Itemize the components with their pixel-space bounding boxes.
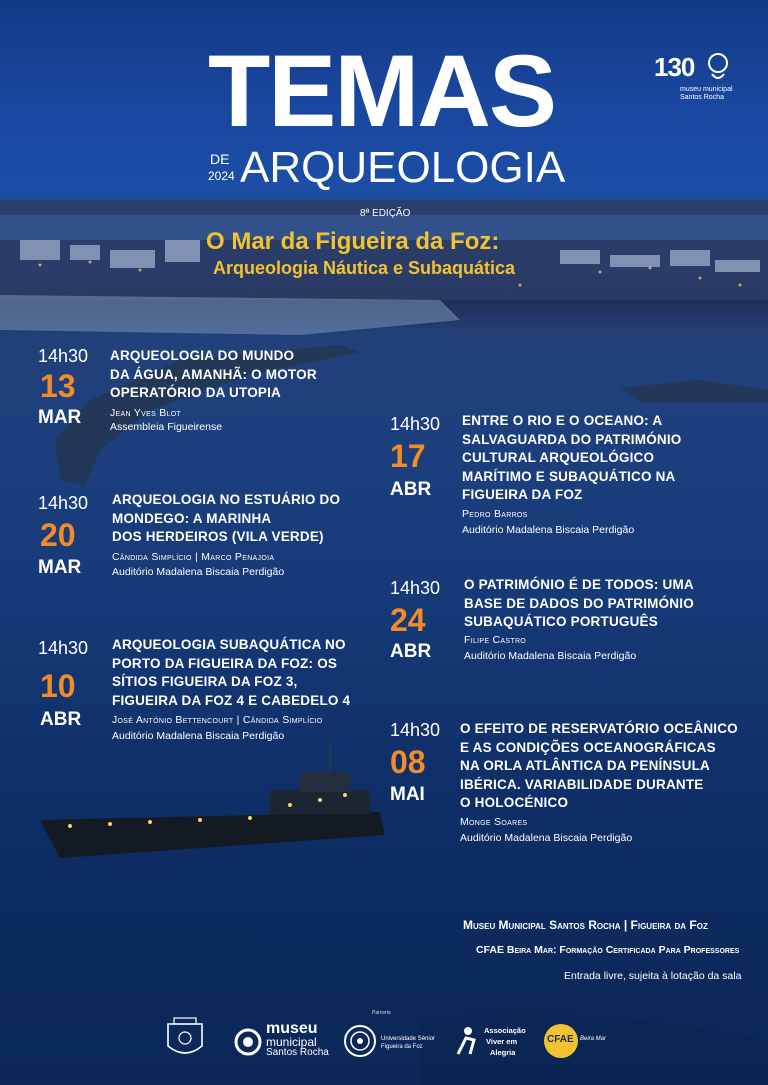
partners-label: Parceria [372, 1010, 391, 1016]
event-day: 10 [40, 668, 76, 704]
event-title-line: FIGUEIRA DA FOZ 4 E CABEDELO 4 [112, 692, 351, 708]
event-item [390, 414, 750, 544]
footer-entry-note: Entrada livre, sujeita à lotação da sala [564, 970, 742, 982]
event-time: 14h30 [38, 493, 89, 513]
event-day: 20 [40, 517, 76, 553]
event-title [460, 720, 738, 813]
event-speaker: Monge Soares [460, 816, 528, 828]
event-month: MAR [38, 557, 82, 578]
anniversary-badge [654, 52, 734, 112]
event-speaker: Jean Yves Blot [110, 407, 182, 419]
event-title-line: CULTURAL ARQUEOLÓGICO [462, 450, 655, 465]
event-title-line: DA ÁGUA, AMANHÃ: O MOTOR [110, 366, 317, 382]
event-day: 17 [390, 438, 426, 474]
event-title-line: O EFEITO DE RESERVATÓRIO OCEÂNICO [460, 721, 738, 736]
event-title-line: ARQUEOLOGIA DO MUNDO [110, 348, 295, 363]
event-month: ABR [390, 479, 432, 500]
event-item [38, 638, 378, 748]
edition-label: 8ª EDIÇÃO [360, 208, 411, 219]
event-venue: Auditório Madalena Biscaia Perdigão [464, 650, 637, 662]
ship-illustration [40, 740, 385, 858]
event-title-line: O PATRIMÓNIO É DE TODOS: UMA [464, 577, 694, 592]
event-title-line: SUBAQUÁTICO PORTUGUÊS [464, 614, 658, 629]
event-title [462, 412, 682, 505]
event-title-line: DOS HERDEIROS (VILA VERDE) [112, 529, 324, 544]
event-time: 14h30 [390, 414, 441, 434]
title-year: 2024 [208, 169, 235, 183]
event-speaker: Filipe Castro [464, 634, 527, 646]
cfae-text: CFAE [547, 1034, 574, 1045]
footer-museum: Museu Municipal Santos Rocha | Figueira da Foz [463, 918, 708, 932]
universidade-logo [343, 1024, 443, 1060]
event-venue: Auditório Madalena Biscaia Perdigão [462, 524, 635, 536]
event-time: 14h30 [38, 638, 89, 658]
museu-logo-line3: Santos Rocha [266, 1047, 329, 1058]
museu-spiral-icon [232, 1026, 264, 1058]
museu-logo [232, 1022, 332, 1062]
event-venue: Auditório Madalena Biscaia Perdigão [112, 730, 285, 742]
event-speaker: Pedro Barros [462, 508, 528, 520]
theme-subtitle: Arqueologia Náutica e Subaquática [213, 258, 516, 278]
event-title-line: BASE DE DADOS DO PATRIMÓNIO [464, 595, 694, 611]
event-day: 13 [40, 368, 76, 404]
museu-logo-line2: municipal [266, 1035, 317, 1049]
event-title-line: FIGUEIRA DA FOZ [462, 487, 583, 502]
event-item [38, 346, 358, 436]
poster-title: TEMAS [208, 34, 555, 148]
footer-cfae: CFAE Beira Mar: Formação Certificada Para Professores [476, 944, 740, 956]
event-day: 24 [390, 602, 426, 638]
event-time: 14h30 [390, 578, 441, 598]
event-month: ABR [40, 709, 82, 730]
associacao-line2: Viver em [486, 1037, 518, 1046]
event-title-line: MARÍTIMO E SUBAQUÁTICO NA [462, 468, 676, 484]
event-title-line: ARQUEOLOGIA SUBAQUÁTICA NO [112, 637, 346, 652]
title-de: DE [210, 151, 230, 167]
universidade-line1: Universidade Sénior [381, 1036, 436, 1042]
badge-line2: Santos Rocha [680, 94, 724, 101]
event-title-line: ENTRE O RIO E O OCEANO: A [462, 413, 663, 428]
event-month: MAI [390, 784, 425, 805]
event-title-line: SÍTIOS FIGUEIRA DA FOZ 3, [112, 674, 298, 689]
event-title-line: ARQUEOLOGIA NO ESTUÁRIO DO [112, 492, 341, 507]
cfae-subtext: Beira Mar [580, 1036, 607, 1042]
event-venue: Auditório Madalena Biscaia Perdigão [460, 832, 633, 844]
event-title [110, 347, 317, 403]
event-item [390, 720, 760, 850]
theme-title: O Mar da Figueira da Foz: [206, 228, 500, 255]
universidade-line2: Figueira da Foz [381, 1044, 423, 1050]
event-month: ABR [390, 641, 432, 662]
event-title-line: PORTO DA FIGUEIRA DA FOZ: OS [112, 655, 338, 671]
event-speaker: José António Bettencourt | Cândida Simplício [112, 714, 323, 726]
event-title-line: MONDEGO: A MARINHA [112, 510, 272, 526]
municipal-crest-icon [160, 1016, 210, 1062]
event-venue: Assembleia Figueirense [110, 421, 223, 433]
anniversary-number: 130 [654, 52, 695, 82]
event-title-line: SALVAGUARDA DO PATRIMÓNIO [462, 431, 682, 447]
poster-subtitle: ARQUEOLOGIA [240, 143, 566, 192]
event-item [38, 493, 368, 583]
associacao-logo [452, 1024, 534, 1064]
event-month: MAR [38, 407, 82, 428]
event-time: 14h30 [38, 346, 89, 366]
badge-line1: museu municipal [680, 86, 733, 93]
event-time: 14h30 [390, 720, 441, 740]
event-venue: Auditório Madalena Biscaia Perdigão [112, 566, 285, 578]
museu-logo-line1: museu [266, 1020, 318, 1037]
event-title [464, 576, 694, 632]
person-icon [452, 1026, 480, 1056]
event-title-line: O HOLOCÉNICO [460, 795, 569, 810]
associacao-line3: Alegria [490, 1048, 516, 1057]
portrait-icon [706, 52, 730, 82]
event-title-line: E AS CONDIÇÕES OCEANOGRÁFICAS [460, 739, 716, 755]
associacao-line1: Associação [484, 1026, 526, 1035]
event-item [390, 578, 750, 668]
event-title-line: OPERATÓRIO DA UTOPIA [110, 385, 282, 400]
event-title-line: IBÉRICA. VARIABILIDADE DURANTE [460, 776, 704, 792]
badge-text [680, 86, 734, 102]
cfae-logo [542, 1022, 622, 1062]
event-title [112, 636, 350, 710]
event-title [112, 491, 340, 547]
event-title-line: NA ORLA ATLÂNTICA DA PENÍNSULA [460, 758, 710, 773]
event-day: 08 [390, 744, 426, 780]
universidade-spiral-icon [343, 1024, 377, 1058]
event-speaker: Cândida Simplício | Marco Penajoia [112, 551, 275, 563]
